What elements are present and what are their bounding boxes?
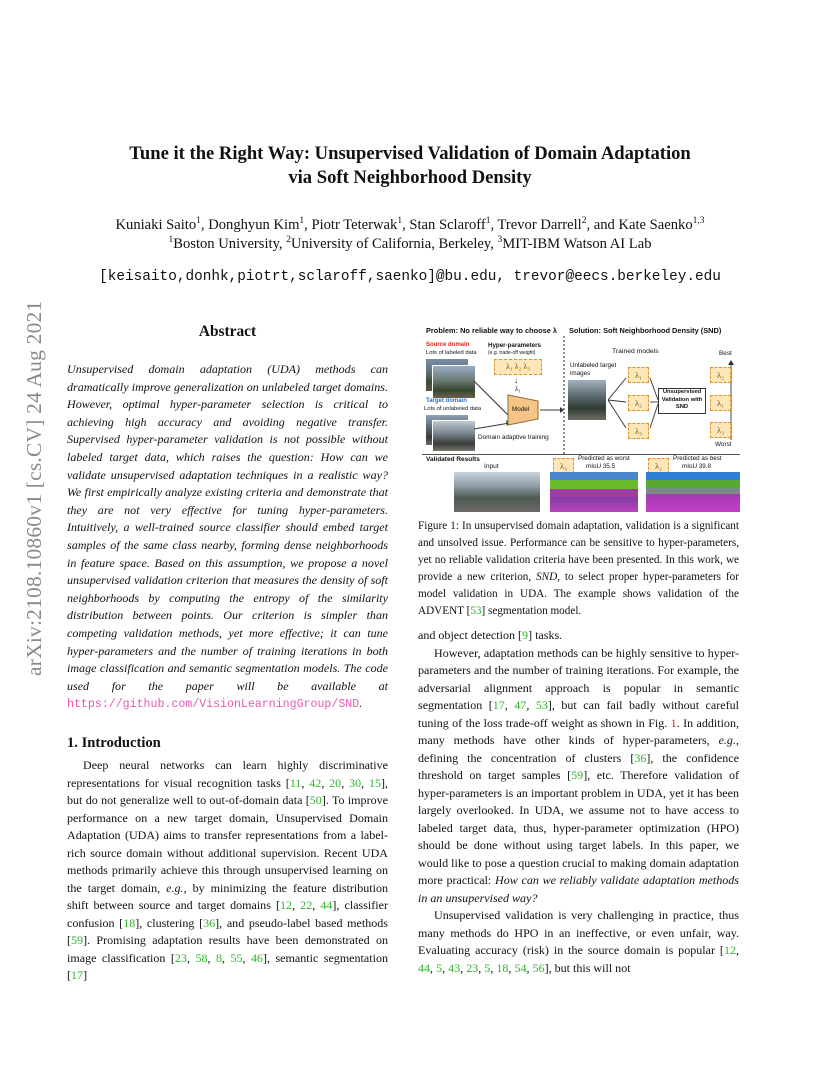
input-label: Input <box>484 463 499 470</box>
citation-link[interactable]: 23 <box>466 960 479 975</box>
italic-text: How can we reliably validate adaptation methods in an unsupervised way? <box>418 873 739 905</box>
figure-1-caption <box>418 518 739 621</box>
citation-link[interactable]: 36 <box>203 915 216 930</box>
body-text: ], semantic segmentation [ <box>67 950 388 982</box>
paragraph-sensitivity <box>418 645 739 908</box>
citation-link[interactable]: 59 <box>71 933 84 947</box>
abstract-heading: Abstract <box>198 323 257 340</box>
snd-validation-box: Unsupervised Validation with SND <box>658 388 706 414</box>
body-text: , <box>460 960 467 975</box>
citation-link[interactable]: 5 <box>484 960 491 975</box>
citation-link[interactable]: 17 <box>492 698 505 712</box>
domain-adaptive-training-label: Domain adaptive training <box>478 434 549 441</box>
body-text: , <box>526 960 533 975</box>
body-text: Unsupervised validation is very challenging in practice, thus many methods do HPO in an ineffective, or even unfair, way. Evaluating accuracy (risk) in the source domain is popular [ <box>418 908 739 957</box>
citation-link[interactable]: 23 <box>174 950 187 965</box>
italic-text: e.g. <box>166 880 184 895</box>
body-text: ] <box>83 968 88 982</box>
author-name: Kuniaki Saito <box>115 217 197 233</box>
body-text: , <box>478 960 485 975</box>
body-text: ], clustering [ <box>135 915 204 930</box>
body-text: , <box>442 960 449 975</box>
figure-1 <box>420 322 742 512</box>
author-name: Piotr Teterwak <box>311 217 398 233</box>
citation-link[interactable]: 30 <box>349 775 362 790</box>
body-text: , <box>430 960 437 975</box>
body-text: , <box>508 960 515 975</box>
citation-link[interactable]: 46 <box>250 950 264 965</box>
worst-lambda: λ₃ <box>553 458 574 474</box>
model-lambda-3: λ₃ <box>628 423 649 439</box>
citation-link[interactable]: 59 <box>571 768 584 782</box>
section-heading-introduction: 1. Introduction <box>67 735 161 751</box>
ranked-lambda-3: λ₃ <box>710 422 731 438</box>
author-affiliation-mark: 1 <box>196 216 201 226</box>
citation-link[interactable]: 53 <box>535 698 548 712</box>
citation-link[interactable]: 20 <box>329 775 342 790</box>
model-lambda-2: λ₂ <box>628 395 649 411</box>
author-affiliation-mark: 2 <box>581 216 587 226</box>
citation-link[interactable]: 56 <box>532 960 545 975</box>
worst-miou: mIoU 35.5 <box>586 463 616 470</box>
affiliation-mark: 2 <box>286 235 291 245</box>
title-line-1: Tune it the Right Way: Unsupervised Validation of Domain Adaptation <box>129 143 691 164</box>
target-domain-desc: Lots of unlabeled data <box>424 406 482 412</box>
body-text: , <box>490 960 497 975</box>
model-label: Model <box>512 406 530 413</box>
citation-link[interactable]: 47 <box>514 698 527 712</box>
body-text: ], the confidence threshold on target samples [ <box>418 750 739 782</box>
ranked-lambda-2: λ₁ <box>710 395 731 411</box>
affiliation-name: University of California, Berkeley <box>290 236 491 252</box>
body-text: , <box>221 950 231 965</box>
paragraph-unsupervised-validation <box>418 907 739 977</box>
source-image-front <box>432 365 476 399</box>
unlabeled-target-image <box>568 380 606 420</box>
author-list: Kuniaki Saito$^1$, Donghyun Kim$^1$, Piotr Teterwak$^1$, Stan Sclaroff$^1$, Trevor Darrell$^2$, and Kate Saenko$^{1,3}$ <box>115 216 705 233</box>
abstract-body-text: Unsupervised domain adaptation (UDA) methods can dramatically improve generalization on unlabeled target domains. However, optimal hyper-parameter selection is critical to achieving high accuracy and avoiding negative transfer. Supervised hyper-parameter validation is not possible without labeled target data, which raises the question: How can we validate unsupervised adaptation techniques in a realistic way? We first empirically analyze existing criteria and demonstrate that they are not very effective for tuning hyper-parameters. Intuitively, a well-trained source classifier should embed target samples of the same class nearby, forming dense neighborhoods in feature space. Based on this assumption, we propose a novel unsupervised validation criterion that measures the density of soft neighborhoods by computing the entropy of the similarity distribution between points. Our criterion is simpler than competing validation methods, yet more effective; it can tune hyper-parameters and the number of training iterations in both image classification and semantic segmentation models. The code used for the paper will be available at <box>67 362 388 693</box>
lambda-candidates: λ₁ λ₂ λ₃ <box>494 359 542 375</box>
caption-text-c: ] segmentation model. <box>481 605 582 618</box>
body-text: , <box>242 950 251 965</box>
citation-link[interactable]: 55 <box>230 950 243 965</box>
citation-link[interactable]: 54 <box>514 960 527 975</box>
body-text: ], but do not generalize well to out-of-domain data [ <box>67 775 389 807</box>
caption-text-a: In unsupervised domain adaptation, validation is a significant and unsolved issue. Performance can be sensitive to hyper-parameters, yet no reliable validation criteria have been presented. In this work, we provide a new criterion, <box>418 520 739 584</box>
right-column-text <box>418 627 739 977</box>
best-label: Best <box>719 350 732 357</box>
citation-link[interactable]: 18 <box>123 915 136 930</box>
unlabeled-target-images-label: Unlabeled target images <box>570 362 617 377</box>
author-affiliation-mark: 1 <box>485 216 491 226</box>
best-lambda: λ₂ <box>648 458 669 474</box>
arxiv-identifier: arXiv:2108.10860v1 [cs.CV] 24 Aug 2021 <box>22 300 46 676</box>
citation-link[interactable]: 18 <box>496 960 509 975</box>
citation-link[interactable]: 12 <box>280 898 293 912</box>
body-text: . In addition, many methods have other kinds of hyper-parameters, <box>418 715 739 747</box>
source-domain-label: Source domain <box>426 342 470 348</box>
body-text: ], but can fail badly without careful tuning of the loss trade-off weight as shown in Fig. <box>418 698 739 730</box>
author-name: Trevor Darrell <box>497 217 582 233</box>
figure-divider <box>562 336 566 454</box>
abstract-text <box>67 361 388 714</box>
arrow-down-icon: ↓ <box>514 376 518 385</box>
body-text: ], classifier confusion [ <box>67 898 388 930</box>
body-text: , <box>504 698 515 712</box>
author-affiliation-mark: 1 <box>299 216 305 226</box>
affiliation-list: $^1$Boston University, $^2$University of California, Berkeley, $^3$MIT-IBM Watson AI Lab <box>168 235 652 252</box>
abstract-end: . <box>359 696 363 711</box>
body-text: , <box>341 775 350 790</box>
citation-link[interactable]: 22 <box>300 898 313 912</box>
validated-results-label: Validated Results <box>426 456 480 463</box>
figure-reference-link[interactable]: 1 <box>670 715 677 730</box>
citation-link[interactable]: 11 <box>289 775 302 790</box>
author-affiliation-mark: 1 <box>397 216 403 226</box>
citation-link[interactable]: 43 <box>448 960 461 975</box>
caption-snd: SND <box>536 571 558 584</box>
arrow-right-icon <box>540 406 564 414</box>
caption-citation[interactable]: 53 <box>470 605 482 618</box>
author-name: Stan Sclaroff <box>409 217 486 233</box>
affiliation-mark: 3 <box>497 235 503 245</box>
worst-segmentation-output <box>550 472 638 512</box>
paragraph-continuation <box>418 627 739 645</box>
body-text: ] tasks. <box>528 628 563 642</box>
body-text: , by minimizing the feature distribution shift between source and target domains [ <box>67 880 388 912</box>
ranked-lambda-1: λ₂ <box>710 367 731 383</box>
figure-problem-title: Problem: No reliable way to choose λ <box>426 326 558 335</box>
body-text: Deep neural networks can learn highly discriminative representations for visual recognition tasks [ <box>67 758 388 790</box>
citation-link[interactable]: 58 <box>195 950 208 965</box>
citation-link[interactable]: 44 <box>320 898 333 912</box>
citation-link[interactable]: 12 <box>723 943 736 957</box>
selected-lambda: λ₁ <box>515 385 521 393</box>
affiliation-name: Boston University <box>173 236 279 252</box>
citation-link[interactable]: 15 <box>368 775 381 790</box>
citation-link[interactable]: 44 <box>418 960 431 975</box>
author-emails: [keisaito,donhk,piotrt,sclaroff,saenko]@bu.edu, trevor@eecs.berkeley.edu <box>99 269 721 285</box>
citation-link[interactable]: 36 <box>634 750 647 765</box>
body-text: , <box>526 698 536 712</box>
body-text: , <box>186 950 196 965</box>
author-conjunction: and <box>593 217 615 233</box>
body-text: , <box>207 950 216 965</box>
code-link[interactable]: https://github.com/VisionLearningGroup/SND <box>67 698 360 712</box>
author-name: Kate Saenko <box>618 217 693 233</box>
source-domain-desc: Lots of labeled data <box>426 350 477 356</box>
paper-title <box>60 142 760 190</box>
caption-label: Figure 1: <box>418 520 459 532</box>
predicted-worst-label: Predicted as worst <box>578 455 630 462</box>
best-segmentation-output <box>646 472 740 512</box>
figure-solution-title: Solution: Soft Neighborhood Density (SND) <box>569 326 722 335</box>
body-text: , <box>735 943 739 957</box>
worst-label: Worst <box>715 441 732 448</box>
body-text: , <box>321 775 330 790</box>
body-text: ], and pseudo-label based methods [ <box>67 915 388 947</box>
model-lambda-1: λ₁ <box>628 367 649 383</box>
citation-link[interactable]: 9 <box>522 628 529 642</box>
title-line-2: via Soft Neighborhood Density <box>288 167 532 188</box>
citation-link[interactable]: 5 <box>436 960 443 975</box>
body-text: and object detection [ <box>418 628 523 642</box>
body-text: However, adaptation methods can be highly sensitive to hyper-parameters and the number of training iterations. For example, the adversarial alignment approach is popular in semantic segmentation [ <box>418 645 739 712</box>
italic-text: e.g. <box>718 733 736 747</box>
target-image-front <box>432 420 476 452</box>
author-name: Donghyun Kim <box>208 217 300 233</box>
predicted-best-label: Predicted as best <box>673 455 722 462</box>
affiliation-mark: 1 <box>168 235 174 245</box>
citation-link[interactable]: 8 <box>215 950 222 965</box>
trained-models-label: Trained models <box>612 348 659 355</box>
best-miou: mIoU 39.8 <box>682 463 712 470</box>
caption-text-b: , to select proper hyper-parameters for model validation in UDA. The example shows validation of the ADVENT [ <box>418 571 739 618</box>
body-text: ]. To improve performance on a new target domain, Unsupervised Domain Adaptation (UDA) aims to transfer representations from a label-rich source domain without additional supervision. Recent UDA methods primarily achieve this through unsupervised learning on the target domain, <box>67 793 388 895</box>
author-block <box>60 216 760 254</box>
affiliation-name: MIT-IBM Watson AI Lab <box>502 236 652 252</box>
body-text: , <box>361 775 369 790</box>
input-street-image <box>454 472 540 512</box>
citation-link[interactable]: 17 <box>71 968 84 982</box>
citation-link[interactable]: 50 <box>309 793 322 807</box>
hyper-parameters-example: (e.g. trade-off weight) <box>488 350 536 356</box>
introduction-paragraph <box>67 757 388 985</box>
body-text: , <box>312 898 321 912</box>
hyper-parameters-label: Hyper-parameters <box>488 342 541 349</box>
citation-link[interactable]: 42 <box>309 775 322 790</box>
body-text: ]. Promising adaptation results have been demonstrated on image classification [ <box>67 933 388 965</box>
body-text: , <box>301 775 310 790</box>
body-text: ], etc. Therefore validation of hyper-parameters is an important problem in UDA, yet it has been largely overlooked. In UDA, we assume not to have access to labeled target data, thus, hyper-parameter optimization (HPO) should be done without using target labels. In this paper, we would like to pose a question crucial to making domain adaptation more practical: <box>418 768 739 887</box>
target-domain-label: Target domain <box>426 398 467 404</box>
author-affiliation-mark: 1,3 <box>692 216 705 226</box>
body-text: , defining the concentration of clusters [ <box>418 733 739 765</box>
body-text: ], but this will not <box>544 960 631 975</box>
body-text: , <box>292 898 301 912</box>
